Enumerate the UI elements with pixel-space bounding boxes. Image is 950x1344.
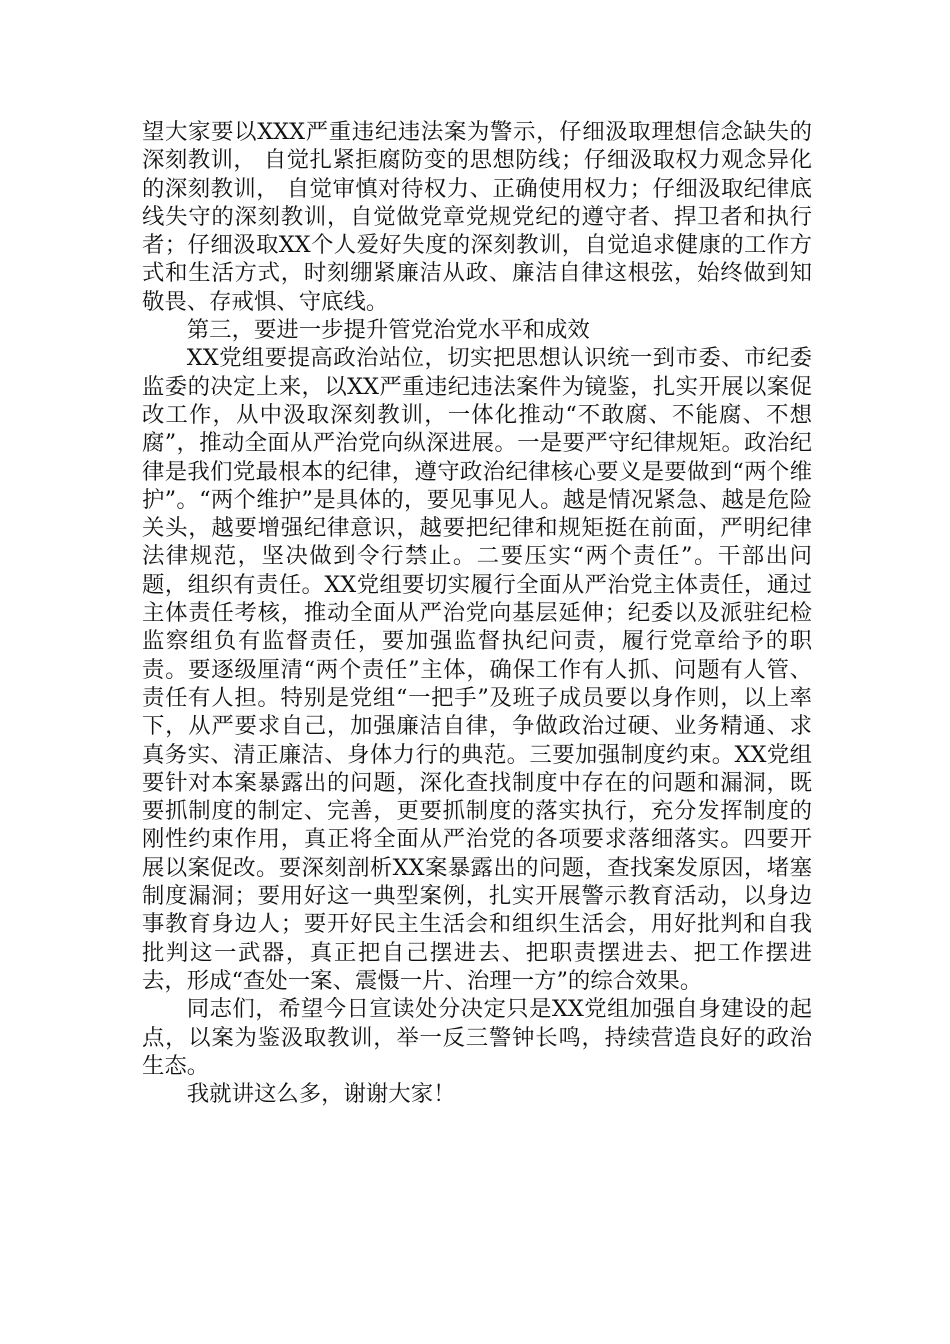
paragraph-body: XX党组要提高政治站位，切实把思想认识统一到市委、市纪委监委的决定上来，以XX严重违纪违法案件为镜鉴，扎实开展以案促改工作，从中汲取深刻教训，一体化推动“不敢腐、不能腐、不想腐”，推动全面从严治党向纵深进展。一是要严守纪律规矩。政治纪律是我们党最根本的纪律，遵守政治纪律核心要义是要做到“两个维护”。“两个维护”是具体的，要见事见人。越是情况紧急、越是危险关头，越要增强纪律意识，越要把纪律和规矩挺在前面，严明纪律法律规范，坚决做到令行禁止。二要压实“两个责任”。干部出问题，组织有责任。XX党组要切实履行全面从严治党主体责任，通过主体责任考核，推动全面从严治党向基层延伸；纪委以及派驻纪检监察组负有监督责任，要加强监督执纪问责，履行党章给予的职责。要逐级厘清“两个责任”主体，确保工作有人抓、问题有人管、责任有人担。特别是党组“一把手”及班子成员要以身作则，以上率下，从严要求自己，加强廉洁自律，争做政治过硬、业务精通、求真务实、清正廉洁、身体力行的典范。三要加强制度约束。XX党组要针对本案暴露出的问题，深化查找制度中存在的问题和漏洞，既要抓制度的制定、完善，更要抓制度的落实执行，充分发挥制度的刚性约束作用，真正将全面从严治党的各项要求落细落实。四要开展以案促改。要深刻剖析XX案暴露出的问题，查找案发原因，堵塞制度漏洞；要用好这一典型案例，扎实开展警示教育活动，以身边事教育身边人；要开好民主生活会和组织生活会，用好批判和自我批判这一武器，真正把自己摆进去、把职责摆进去、把工作摆进去，形成“查处一案、震慑一片、治理一方”的综合效果。 [142,345,812,994]
document-page [142,118,812,1108]
section-heading-third: 第三，要进一步提升管党治党水平和成效 [186,317,590,344]
paragraph-closing: 同志们，希望今日宣读处分决定只是XX党组加强自身建设的起点，以案为鉴汲取教训，举一反三警钟长鸣，持续营造良好的政治生态。 [142,996,812,1079]
paragraph-continuation: 望大家要以XXX严重违纪违法案为警示，仔细汲取理想信念缺失的深刻教训， 自觉扎紧拒腐防变的思想防线；仔细汲取权力观念异化的深刻教训， 自觉审慎对待权力、正确使用权力；仔细汲取纪律底线失守的深刻教训，自觉做党章党规党纪的遵守者、捍卫者和执行者；仔细汲取XX个人爱好失度的深刻教训，自觉追求健康的工作方式和生活方式，时刻绷紧廉洁从政、廉洁自律这根弦，始终做到知敬畏、存戒惧、守底线。 [142,119,812,315]
paragraph-thanks: 我就讲这么多，谢谢大家！ [186,1081,456,1108]
